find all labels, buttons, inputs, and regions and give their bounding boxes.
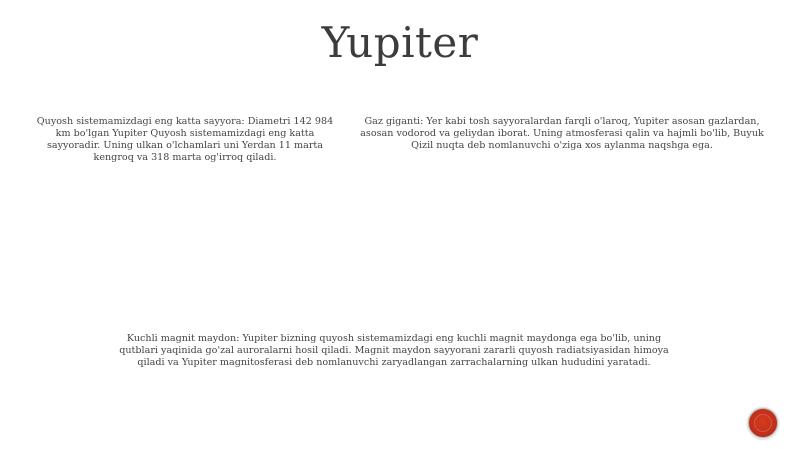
slide-nav-button[interactable] — [748, 408, 778, 438]
text-block-largest-planet: Quyosh sistemamizdagi eng katta sayyora: Diametri 142 984 km bo'lgan Yupiter Quyosh sistemamizdagi eng katta sayyoradir. Uning ulkan o'lchamlari uni Yerdan 11 marta kengroq va 318 marta og'irroq qiladi. — [36, 116, 334, 163]
slide-title: Yupiter — [321, 18, 479, 67]
text-block-gas-giant: Gaz giganti: Yer kabi tosh sayyoralardan farqli o'laroq, Yupiter asosan gazlardan, asosan vodorod va geliydan iborat. Uning atmosferasi qalin va hajmli bo'lib, Buyuk Qizil nuqta deb nomlanuvchi o'ziga xos aylanma naqshga ega. — [360, 116, 764, 151]
text-block-magnetic-field: Kuchli magnit maydon: Yupiter bizning quyosh sistemamizdagi eng kuchli magnit maydonga ega bo'lib, uning qutblari yaqinida go'zal auroralarni hosil qiladi. Magnit maydon sayyorani zararli quyosh radiatsiyasidan himoya qiladi va Yupiter magnitosferasi deb nomlanuvchi zaryadlangan zarrachalarning ulkan hududini yaratadi. — [119, 333, 669, 368]
